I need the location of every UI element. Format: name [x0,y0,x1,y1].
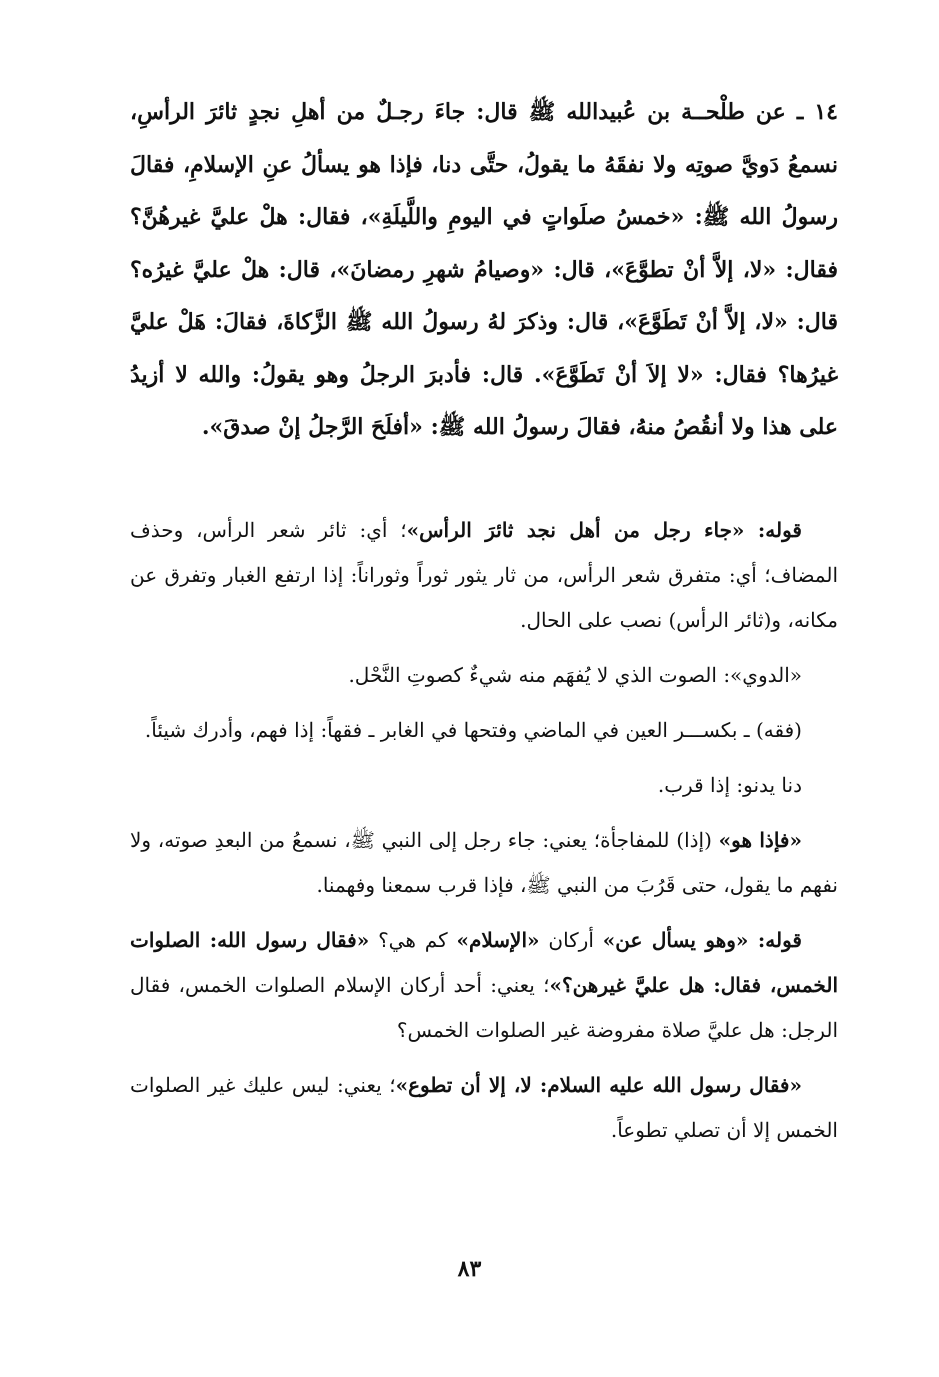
commentary-text: كم هي؟ [369,928,457,952]
commentary-paragraph [130,653,838,698]
commentary-text: «الدوي»: الصوت الذي لا يُفهَم منه شيءٌ كصوتِ النَّحْل. [348,663,802,687]
commentary-text: ؛ يعني: ليس عليك غير الصلوات الخمس إلا أن تصلي تطوعاً. [130,1073,838,1142]
commentary-paragraph [130,508,838,643]
commentary-paragraph [130,1063,838,1153]
commentary-text: (إذا) للمفاجأة؛ يعني: جاء رجل إلى النبي ﷺ، نسمعُ من البعدِ صوته، ولا نفهم ما يقول، حتى قَرُبَ من النبي ﷺ، فإذا قرب سمعنا وفهمنا. [130,828,838,897]
page-number: ٨٣ [457,1256,482,1282]
commentary-lemma: قوله: «وهو يسأل عن» [602,928,802,952]
hadith-text: ١٤ ـ عن طلْحــة بن عُبيدالله ﷺ قال: جاءَ رجـلٌ من أهلِ نجدٍ ثائرَ الرأسِ، نسمعُ دَويَّ صوتِه ولا نفقَهُ ما يقولُ، حتَّى دنا، فإذا هو يسألُ عنِ الإسلامِ، فقالَ رسولُ الله ﷺ: «خمسُ صلَواتٍ في اليومِ واللَّيلَةِ»، فقال: هلْ عليَّ غيرهُنَّ؟ فقال: «لا، إلاَّ أنْ تطوَّعَ»، قال: «وصيامُ شهرِ رمضانَ»، قال: هلْ عليَّ غيرُه؟ قال: «لا، إلاَّ أنْ تَطَوَّعَ»، قال: وذكرَ لهُ رسولُ الله ﷺ الزَّكاةَ، فقالَ: هَلْ عليَّ غيرُها؟ فقال: «لا إلاَ أنْ تَطَوَّعَ». قال: فأدبرَ الرجلُ وهو يقولُ: والله لا أزيدُ على هذا ولا أنقُصُ منهُ، فقالَ رسولُ الله ﷺ: «أفلَحَ الرَّجلُ إنْ صدقَ». [130,99,838,440]
commentary-paragraph [130,818,838,908]
commentary-paragraph [130,763,838,808]
commentary-lemma: «فإذا هو» [718,828,802,852]
commentary-section [130,508,838,1163]
commentary-lemma: «فقال رسول الله عليه السلام: لا، إلا أن تطوع» [395,1073,802,1097]
commentary-paragraph [130,708,838,753]
commentary-lemma: «فقال رسول الله: الصلوات الخمس، فقال: هل عليَّ غيرهن؟» [130,928,838,997]
commentary-paragraph [130,918,838,1053]
commentary-text: أركان [539,928,603,952]
commentary-text: ؛ يعني: أحد أركان الإسلام الصلوات الخمس، فقال الرجل: هل عليَّ صلاة مفروضة غير الصلوات الخمس؟ [130,973,838,1042]
commentary-text: دنا يدنو: إذا قرب. [657,773,802,797]
commentary-lemma: «الإسلام» [456,928,540,952]
commentary-text: ؛ أي: ثائر شعر الرأس، وحذف المضاف؛ أي: متفرق شعر الرأس، من ثار يثور ثوراً وثوراناً: إذا ارتفع الغبار وتفرق عن مكانه، و(ثائر الرأس) نصب على الحال. [130,518,838,632]
commentary-lemma: قوله: «جاء رجل من أهل نجد ثائرَ الرأس» [406,518,802,542]
commentary-text: (فقه) ـ بكســـر العين في الماضي وفتحها في الغابر ـ فقهاً: إذا فهم، وأدرك شيئاً. [144,718,802,742]
